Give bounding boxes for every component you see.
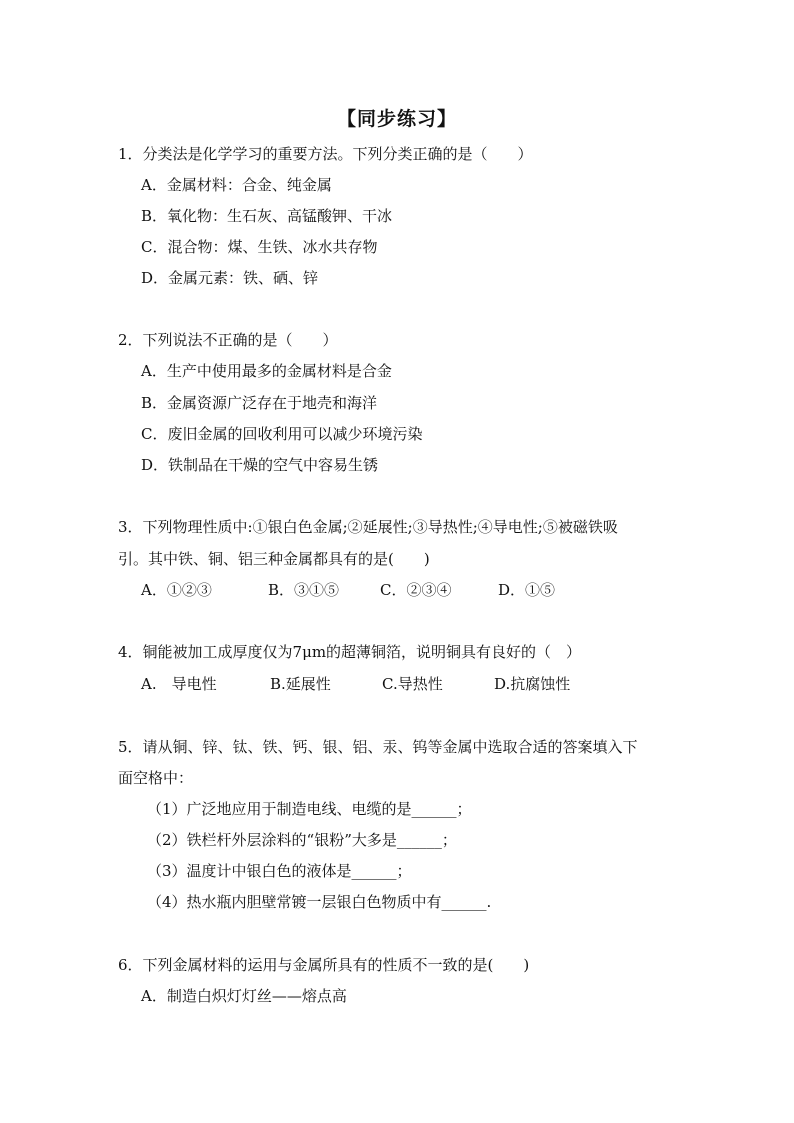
q1-option-d: D．金属元素：铁、硒、锌	[141, 269, 319, 287]
q1-option-a: A．金属材料：合金、纯金属	[141, 176, 332, 194]
q4-option-c: C.导热性	[382, 675, 443, 693]
q5-blank-1: （1）广泛地应用于制造电线、电缆的是______；	[147, 800, 472, 818]
q4-option-d: D.抗腐蚀性	[494, 675, 571, 693]
q4-option-b: B.延展性	[270, 675, 331, 693]
q5-blank-3: （3）温度计中银白色的液体是______；	[147, 862, 412, 880]
q1-option-c: C．混合物：煤、生铁、冰水共存物	[141, 238, 378, 256]
q6-stem: 6．下列金属材料的运用与金属所具有的性质不一致的是( )	[118, 956, 530, 974]
q5-blank-2: （2）铁栏杆外层涂料的“银粉”大多是______；	[147, 831, 457, 849]
q5-blank-4: （4）热水瓶内胆壁常镀一层银白色物质中有______.	[147, 893, 492, 911]
q2-option-c: C．废旧金属的回收利用可以减少环境污染	[141, 425, 423, 443]
q3-stem-line2: 引。其中铁、铜、铝三种金属都具有的是( )	[118, 550, 430, 568]
q1-stem: 1．分类法是化学学习的重要方法。下列分类正确的是（ ）	[118, 145, 533, 163]
q4-stem: 4．铜能被加工成厚度仅为7μm的超薄铜箔，说明铜具有良好的（ ）	[118, 643, 582, 661]
q2-stem: 2．下列说法不正确的是（ ）	[118, 331, 338, 349]
q3-option-a: A．①②③	[141, 581, 212, 599]
q2-option-a: A．生产中使用最多的金属材料是合金	[141, 362, 392, 380]
q2-option-b: B．金属资源广泛存在于地壳和海洋	[141, 394, 378, 412]
q4-option-a: A. 导电性	[141, 675, 217, 693]
q3-option-b: B．③①⑤	[268, 581, 340, 599]
q6-option-a: A．制造白炽灯灯丝——熔点高	[141, 987, 347, 1005]
q3-option-c: C．②③④	[380, 581, 452, 599]
q3-option-d: D．①⑤	[498, 581, 556, 599]
q5-stem-line2: 面空格中：	[118, 769, 194, 787]
q2-option-d: D．铁制品在干燥的空气中容易生锈	[141, 456, 379, 474]
q5-stem-line1: 5．请从铜、锌、钛、铁、钙、银、铝、汞、钨等金属中选取合适的答案填入下	[118, 738, 638, 756]
page-title: 【同步练习】	[336, 108, 457, 130]
q3-stem-line1: 3．下列物理性质中:①银白色金属;②延展性;③导热性;④导电性;⑤被磁铁吸	[118, 518, 618, 536]
q1-option-b: B．氧化物：生石灰、高锰酸钾、干冰	[141, 207, 393, 225]
